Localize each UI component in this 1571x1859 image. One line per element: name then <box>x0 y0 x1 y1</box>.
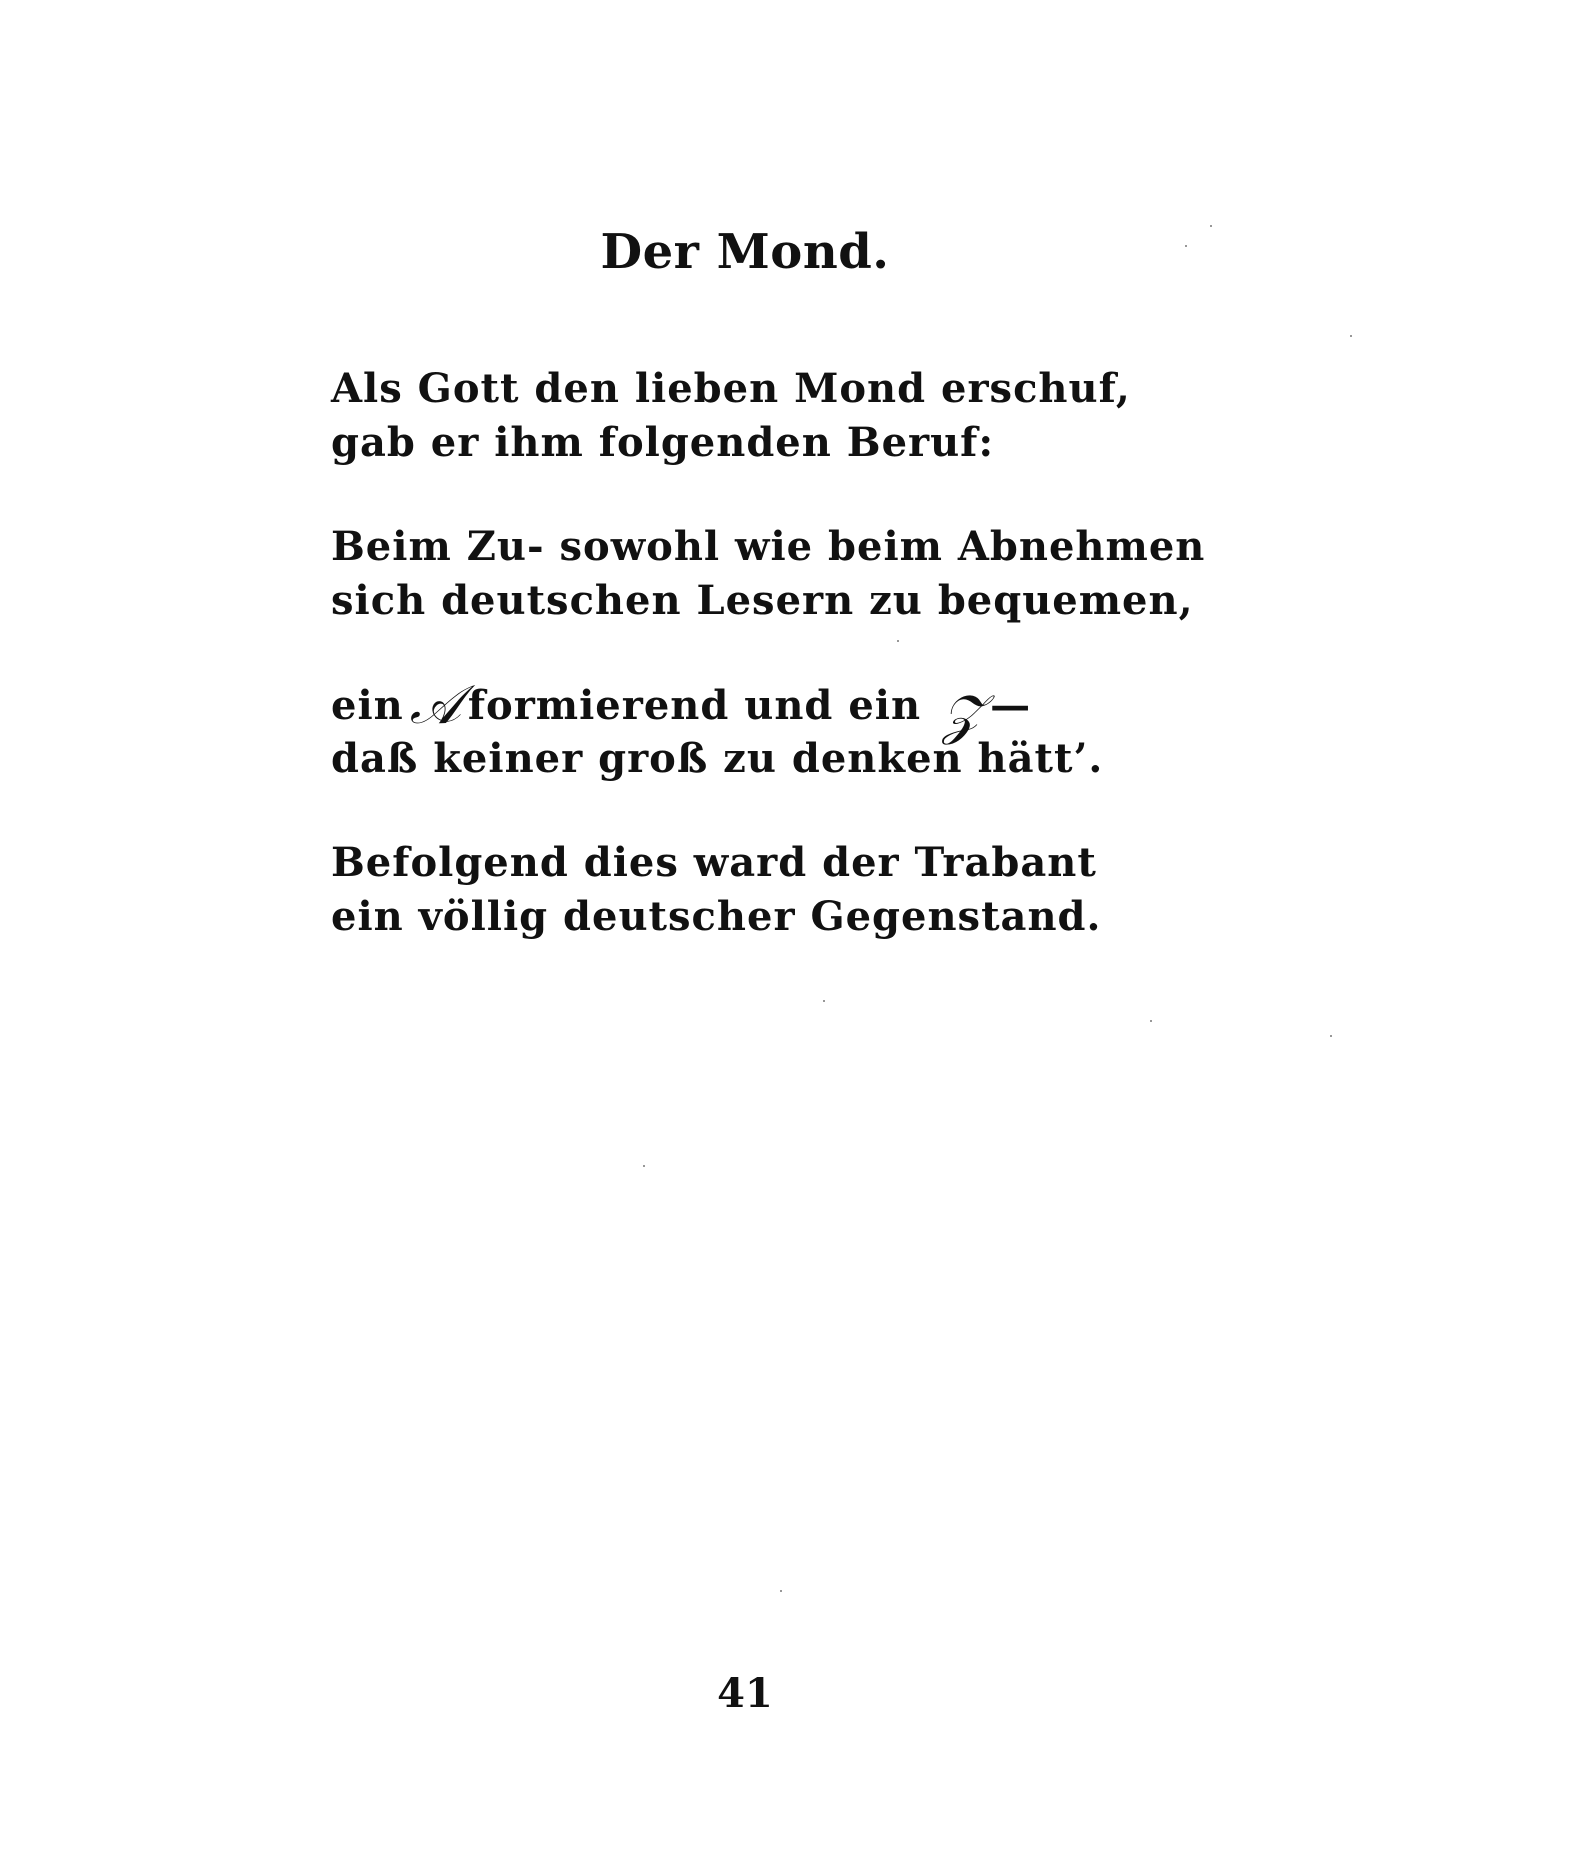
line-text: formierend und ein <box>467 682 922 729</box>
script-letter-z: 𝒵 <box>941 683 985 746</box>
scan-speck <box>1210 225 1212 227</box>
stanza-4 <box>331 836 1205 944</box>
scan-speck <box>1185 245 1187 247</box>
line-text: — <box>990 682 1032 729</box>
scan-speck <box>643 1165 645 1167</box>
poem-line: sich deutschen Lesern zu bequemen, <box>331 577 1194 624</box>
stanza-2 <box>331 520 1205 628</box>
page-number: 41 <box>717 1670 773 1717</box>
scan-speck <box>823 1000 825 1002</box>
poem-line: Befolgend dies ward der Trabant <box>331 839 1097 886</box>
stanza-1 <box>331 362 1205 470</box>
line-text: ein <box>331 682 404 729</box>
poem-line: ein völlig deutscher Gegenstand. <box>331 893 1102 940</box>
scan-speck <box>1350 335 1352 337</box>
stanza-3 <box>331 673 1205 786</box>
script-letter-a: 𝒜 <box>409 673 462 736</box>
scan-speck <box>780 1590 782 1592</box>
poem-line <box>331 673 1205 746</box>
scan-speck <box>1150 1020 1152 1022</box>
scan-speck <box>897 640 899 642</box>
poem-line: Beim Zu- sowohl wie beim Abnehmen <box>331 523 1206 570</box>
poem-body <box>331 362 1205 994</box>
poem-line: daß keiner groß zu denken hätt’. <box>331 735 1104 782</box>
poem-title: Der Mond. <box>600 224 890 280</box>
poem-line: Als Gott den lieben Mond erschuf, <box>331 365 1131 412</box>
scan-speck <box>1330 1035 1332 1037</box>
poem-line: gab er ihm folgenden Beruf: <box>331 419 995 466</box>
